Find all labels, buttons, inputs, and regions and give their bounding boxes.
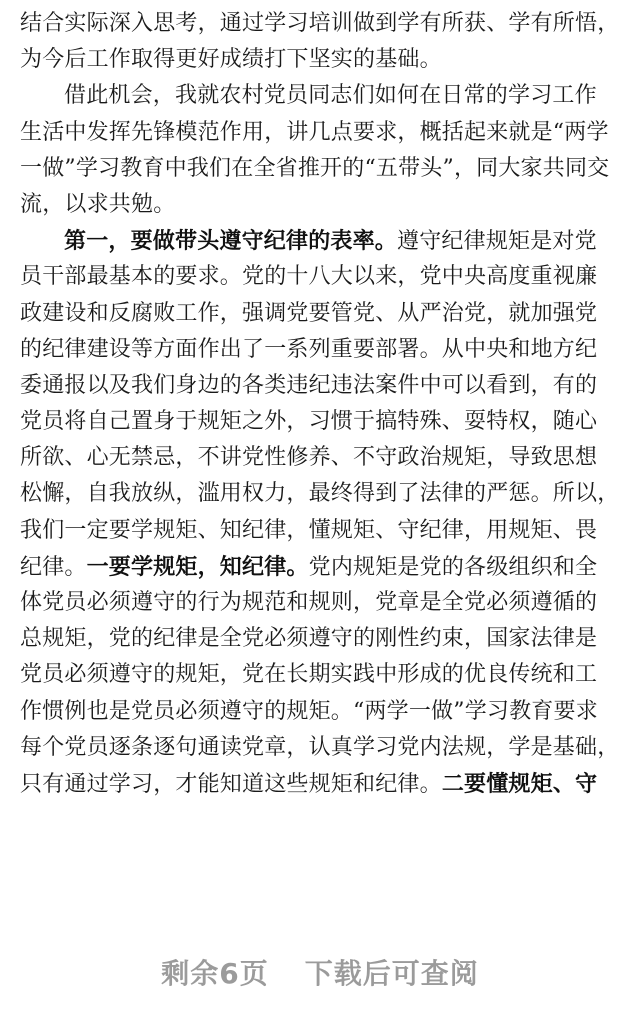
text-line: 松懈，自我放纵，滥用权力，最终得到了法律的严惩。所以， — [20, 481, 620, 507]
text-line: 的纪律建设等方面作出了一系列重要部署。从中央和地方纪 — [20, 336, 598, 362]
text-line: 每个党员逐条逐句通读党章，认真学习党内法规，学是基础， — [20, 734, 620, 760]
text-line: 作惯例也是党员必须遵守的规矩。“两学一做”学习教育要求 — [20, 698, 598, 724]
sub-heading: 一要学规矩，知纪律。 — [86, 553, 309, 580]
text-line: 我们一定要学规矩、知纪律，懂规矩、守纪律，用规矩、畏 — [20, 517, 598, 543]
text-line: 总规矩，党的纪律是全党必须遵守的刚性约束，国家法律是 — [20, 626, 598, 652]
text-line: 政建设和反腐败工作，强调党要管党、从严治党，就加强党 — [20, 300, 598, 326]
text-span: 只有通过学习，才能知道这些规矩和纪律。 — [20, 771, 442, 797]
text-span: 纪律。 — [20, 554, 87, 580]
text-line: 党员必须遵守的规矩，党在长期实践中形成的优良传统和工 — [20, 662, 598, 688]
text-span: 党内规矩是党的各级组织和全 — [308, 554, 598, 580]
text-line: 党员将自己置身于规矩之外，习惯于搞特殊、耍特权，随心 — [20, 409, 598, 435]
paragraph-start-line — [20, 223, 620, 259]
text-line: 员干部最基本的要求。党的十八大以来，党中央高度重视廉 — [20, 264, 598, 290]
text-line: 流，以求共勉。 — [20, 191, 176, 217]
remaining-pages-label[interactable]: 剩余6页 — [161, 957, 269, 990]
text-span: 遵守纪律规矩是对党 — [397, 229, 597, 255]
text-line: 体党员必须遵守的行为规范和规则，党章是全党必须遵循的 — [20, 590, 598, 615]
sub-heading: 二要懂规矩、守 — [441, 770, 598, 797]
section-heading: 第一，要做带头遵守纪律的表率。 — [64, 228, 398, 255]
text-line — [20, 766, 620, 802]
text-line: 委通报以及我们身边的各类违纪违法案件中可以看到，有的 — [20, 372, 598, 398]
text-line: 为今后工作取得更好成绩打下坚实的基础。 — [20, 47, 442, 73]
paragraph-start-line: 借此机会，我就农村党员同志们如何在日常的学习工作 — [64, 83, 597, 109]
text-line: 一做”学习教育中我们在全省推开的“五带头”，同大家共同交 — [20, 155, 610, 181]
download-to-view-label[interactable]: 下载后可查阅 — [304, 957, 479, 990]
text-line — [20, 549, 620, 585]
text-line: 所欲、心无禁忌，不讲党性修养、不守政治规矩，导致思想 — [20, 445, 598, 471]
download-prompt[interactable] — [0, 952, 640, 992]
text-line: 结合实际深入思考，通过学习培训做到学有所获、学有所悟， — [20, 11, 620, 36]
text-line: 生活中发挥先锋模范作用，讲几点要求，概括起来就是“两学 — [20, 119, 609, 145]
document-body — [20, 0, 620, 802]
